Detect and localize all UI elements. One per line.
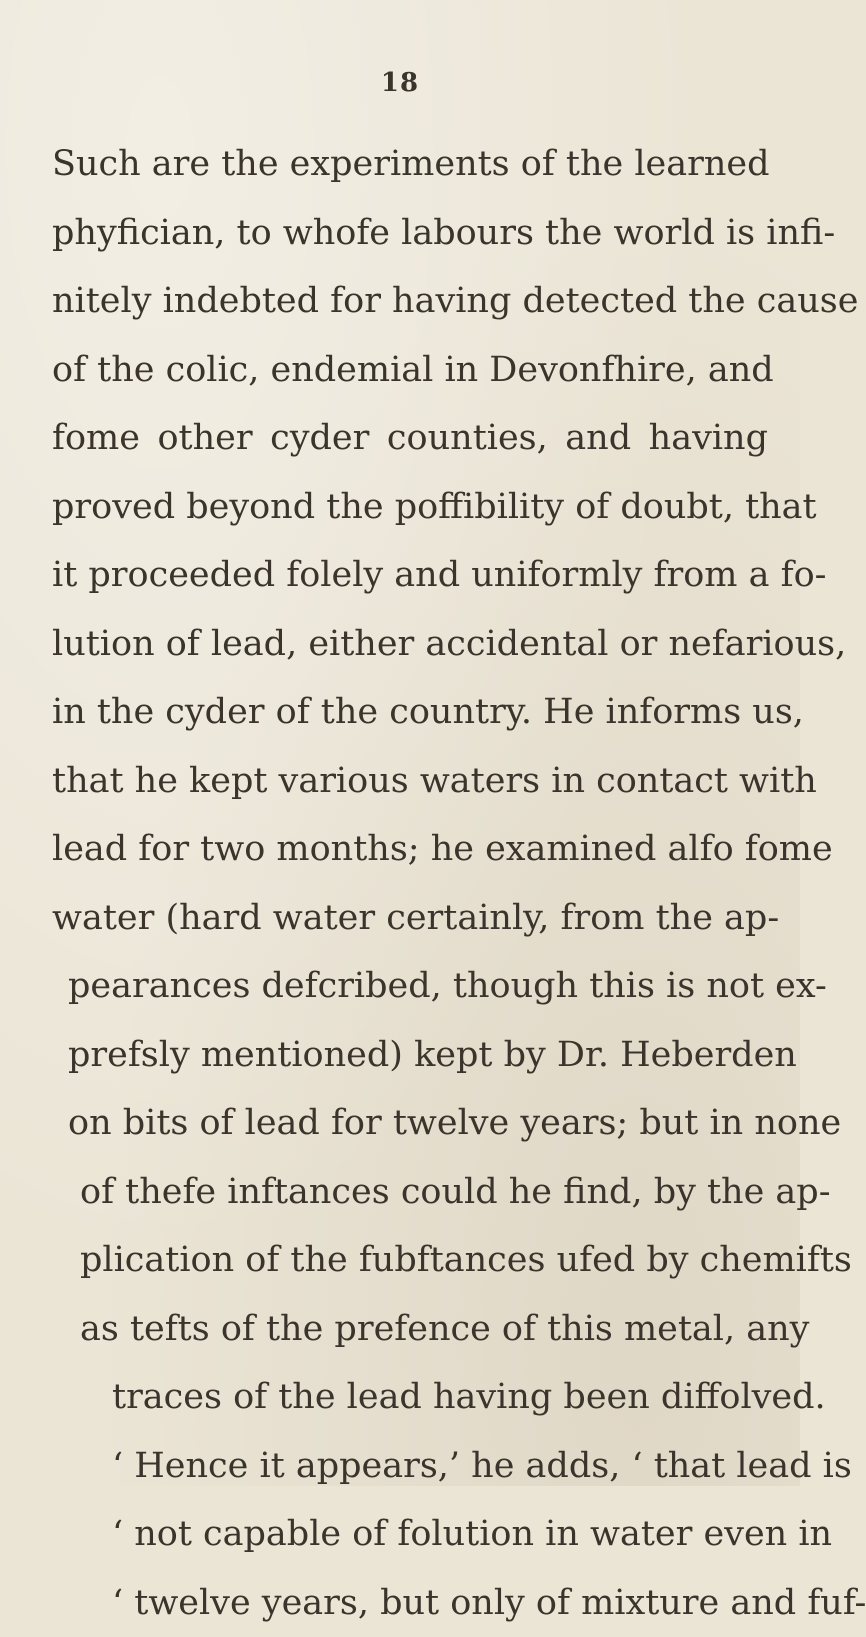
text-line: in the cyder of the country. He informs us,	[52, 678, 768, 747]
text-line: lead for two months; he examined alfo fome	[52, 815, 768, 884]
text-line: ‘ not capable of folution in water even in	[52, 1500, 768, 1569]
text-line: Such are the experiments of the learned	[52, 130, 768, 199]
text-line: pearances defcribed, though this is not ex-	[52, 952, 768, 1021]
text-line: of thefe inftances could he find, by the ap-	[52, 1158, 768, 1227]
text-line: it proceeded folely and uniformly from a fo-	[52, 541, 768, 610]
page-number: 18	[0, 68, 800, 98]
text-line: phyfician, to whofe labours the world is infi-	[52, 199, 768, 268]
text-line: on bits of lead for twelve years; but in none	[52, 1089, 768, 1158]
text-line: ‘ twelve years, but only of mixture and fuf-	[52, 1569, 768, 1637]
text-line: of the colic, endemial in Devonfhire, and	[52, 336, 768, 405]
text-line: fome other cyder counties, and having	[52, 404, 768, 473]
text-line: prefsly mentioned) kept by Dr. Heberden	[52, 1021, 768, 1090]
text-line: ‘ Hence it appears,’ he adds, ‘ that lead is	[52, 1432, 768, 1501]
text-line: lution of lead, either accidental or nefarious,	[52, 610, 768, 679]
text-line: that he kept various waters in contact with	[52, 747, 768, 816]
text-line: plication of the fubftances ufed by chemifts	[52, 1226, 768, 1295]
text-line: water (hard water certainly, from the ap-	[52, 884, 768, 953]
text-line: nitely indebted for having detected the cause	[52, 267, 768, 336]
body-text	[52, 130, 768, 1637]
text-line: traces of the lead having been diffolved.	[52, 1363, 768, 1432]
text-line: proved beyond the poffibility of doubt, that	[52, 473, 768, 542]
text-line: as tefts of the prefence of this metal, any	[52, 1295, 768, 1364]
